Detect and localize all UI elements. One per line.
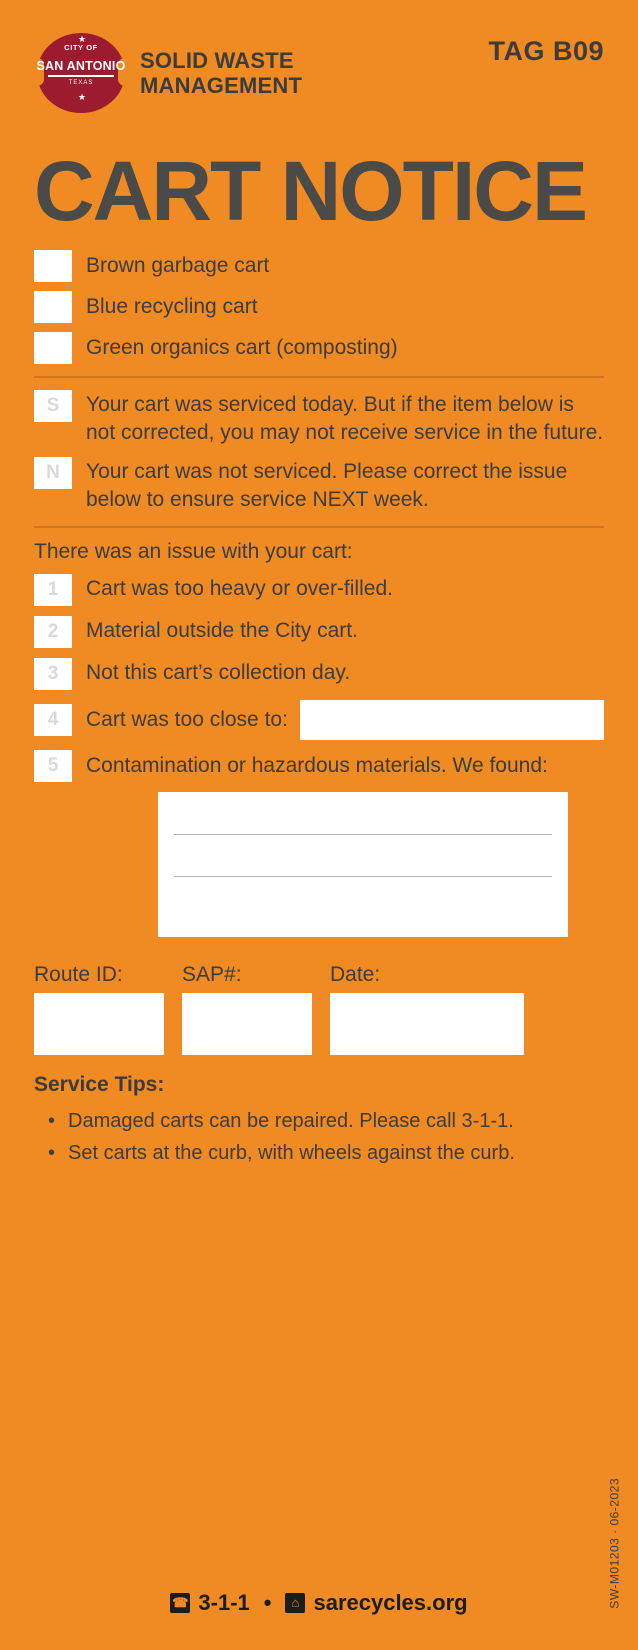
footer-website[interactable] xyxy=(285,1590,467,1616)
issues-intro: There was an issue with your cart: xyxy=(34,540,353,563)
issue-row-1[interactable] xyxy=(34,574,604,606)
sap-input[interactable] xyxy=(182,993,312,1055)
service-tips-title: Service Tips: xyxy=(34,1073,165,1096)
service-tip-item: • Damaged carts can be repaired. Please call 3-1-1. xyxy=(34,1105,604,1137)
issue-text: Material outside the City cart. xyxy=(86,619,358,642)
divider xyxy=(34,376,604,378)
issue-list xyxy=(34,574,604,937)
footer-separator: • xyxy=(263,1590,272,1615)
seal-top-text: CITY OF xyxy=(64,43,98,52)
cart-type-label: Brown garbage cart xyxy=(86,254,270,277)
record-fields xyxy=(34,963,604,1055)
status-option-text: Your cart was serviced today. But if the item below is not corrected, you may not receive service in the future. xyxy=(86,393,604,444)
footer-phone[interactable] xyxy=(170,1590,249,1616)
marker-5[interactable]: 5 xyxy=(34,750,72,782)
date-field xyxy=(330,963,524,1055)
footer xyxy=(0,1590,638,1616)
status-option-text: Your cart was not serviced. Please correct the issue below to ensure service NEXT week. xyxy=(86,460,568,511)
sap-field xyxy=(182,963,312,1055)
department-line-1: SOLID WASTE xyxy=(140,48,294,73)
issue-row-2[interactable] xyxy=(34,616,604,648)
star-icon: ★ xyxy=(78,92,87,102)
department-line-2: MANAGEMENT xyxy=(140,73,303,98)
status-option-serviced[interactable] xyxy=(34,390,604,447)
phone-icon: ☎ xyxy=(170,1593,190,1613)
seal-main-text: SAN ANTONIO xyxy=(36,59,126,73)
issue-text: Not this cart’s collection day. xyxy=(86,661,351,684)
checkbox-blue-recycling-cart[interactable] xyxy=(34,291,72,323)
cart-type-list xyxy=(34,250,604,364)
cart-type-label: Blue recycling cart xyxy=(86,295,258,318)
issue-row-4[interactable] xyxy=(34,700,604,740)
page-title: CART NOTICE xyxy=(34,144,586,238)
cart-type-row[interactable] xyxy=(34,250,604,282)
service-tip-item: • Set carts at the curb, with wheels against the curb. xyxy=(34,1137,604,1169)
marker-2[interactable]: 2 xyxy=(34,616,72,648)
status-option-list xyxy=(34,390,604,514)
sap-label: SAP#: xyxy=(182,963,242,986)
too-close-to-input[interactable] xyxy=(300,700,604,740)
cart-type-row[interactable] xyxy=(34,291,604,323)
route-id-field xyxy=(34,963,164,1055)
footer-website-label: sarecycles.org xyxy=(313,1590,468,1615)
note-rule xyxy=(174,834,552,835)
date-label: Date: xyxy=(330,963,381,986)
marker-4[interactable]: 4 xyxy=(34,704,72,736)
marker-1[interactable]: 1 xyxy=(34,574,72,606)
note-rule xyxy=(174,876,552,877)
footer-phone-label: 3-1-1 xyxy=(198,1590,250,1615)
checkbox-green-organics-cart[interactable] xyxy=(34,332,72,364)
marker-3[interactable]: 3 xyxy=(34,658,72,690)
form-code: SW-M01203 · 06-2023 xyxy=(608,1478,622,1609)
tag-id: TAG B09 xyxy=(488,36,604,66)
issue-text: Cart was too close to: xyxy=(86,708,288,731)
star-icon: ★ xyxy=(78,34,87,44)
cart-type-label: Green organics cart (composting) xyxy=(86,336,398,359)
department-name xyxy=(140,48,302,98)
checkbox-brown-garbage-cart[interactable] xyxy=(34,250,72,282)
issue-text: Contamination or hazardous materials. We found: xyxy=(86,754,548,777)
marker-s[interactable]: S xyxy=(34,390,72,422)
cart-type-row[interactable] xyxy=(34,332,604,364)
route-id-label: Route ID: xyxy=(34,963,123,986)
marker-n[interactable]: N xyxy=(34,457,72,489)
header xyxy=(34,22,604,130)
issue-row-3[interactable] xyxy=(34,658,604,690)
city-logo xyxy=(34,30,302,116)
date-input[interactable] xyxy=(330,993,524,1055)
issue-row-5[interactable] xyxy=(34,750,604,782)
status-option-not-serviced[interactable] xyxy=(34,457,604,514)
globe-icon: ⌂ xyxy=(285,1593,305,1613)
route-id-input[interactable] xyxy=(34,993,164,1055)
divider xyxy=(34,526,604,528)
seal-sub-text: TEXAS xyxy=(68,80,94,86)
service-tips-list xyxy=(34,1105,604,1169)
issue-text: Cart was too heavy or over-filled. xyxy=(86,577,393,600)
city-seal-icon xyxy=(34,30,128,116)
contamination-notes-input[interactable] xyxy=(158,792,568,937)
